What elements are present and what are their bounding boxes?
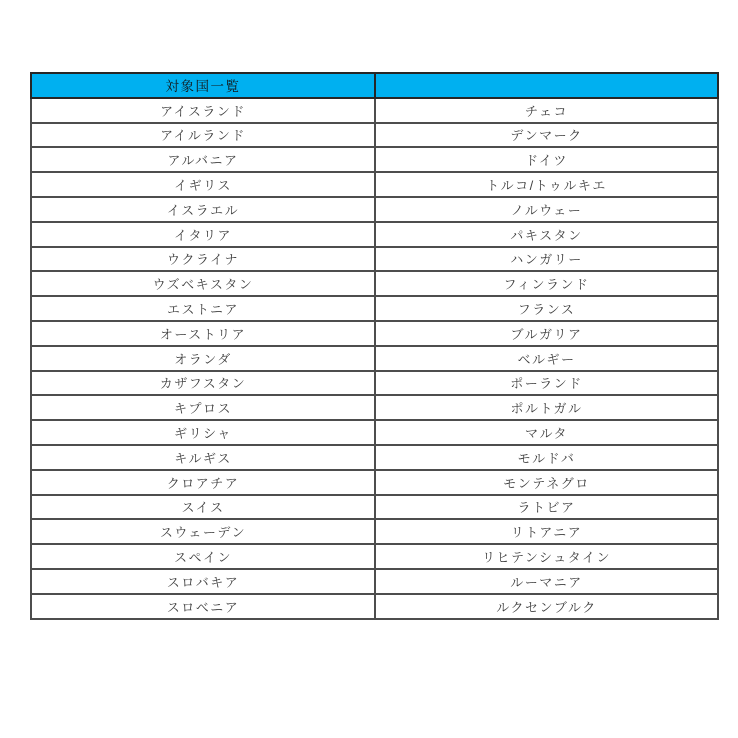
country-cell-right: ベルギー: [375, 346, 718, 371]
table-row: [31, 594, 718, 619]
country-cell-right: ブルガリア: [375, 321, 718, 346]
country-cell-right: ポルトガル: [375, 395, 718, 420]
country-cell-right: フランス: [375, 296, 718, 321]
country-cell-left: スウェーデン: [31, 519, 375, 544]
country-table: [30, 72, 719, 620]
country-cell-left: キプロス: [31, 395, 375, 420]
country-cell-right: チェコ: [375, 98, 718, 123]
table-row: [31, 470, 718, 495]
table-row: [31, 98, 718, 123]
country-cell-left: キルギス: [31, 445, 375, 470]
country-cell-left: イギリス: [31, 172, 375, 197]
table-row: [31, 519, 718, 544]
table-row: [31, 271, 718, 296]
country-cell-right: リトアニア: [375, 519, 718, 544]
table-row: [31, 172, 718, 197]
country-cell-right: ハンガリー: [375, 247, 718, 272]
country-cell-left: スロベニア: [31, 594, 375, 619]
country-cell-right: デンマーク: [375, 123, 718, 148]
table-row: [31, 197, 718, 222]
table-row: [31, 296, 718, 321]
table-row: [31, 222, 718, 247]
country-cell-left: オランダ: [31, 346, 375, 371]
table-row: [31, 445, 718, 470]
country-cell-right: ドイツ: [375, 147, 718, 172]
country-cell-left: オーストリア: [31, 321, 375, 346]
country-cell-left: ギリシャ: [31, 420, 375, 445]
country-cell-left: エストニア: [31, 296, 375, 321]
country-cell-right: トルコ/トゥルキエ: [375, 172, 718, 197]
country-cell-right: モンテネグロ: [375, 470, 718, 495]
country-cell-right: フィンランド: [375, 271, 718, 296]
table-row: [31, 371, 718, 396]
country-cell-left: スペイン: [31, 544, 375, 569]
country-cell-left: アルバニア: [31, 147, 375, 172]
country-cell-left: スロバキア: [31, 569, 375, 594]
country-cell-left: アイスランド: [31, 98, 375, 123]
table-row: [31, 495, 718, 520]
table-row: [31, 147, 718, 172]
table-row: [31, 569, 718, 594]
country-cell-right: ノルウェー: [375, 197, 718, 222]
country-cell-left: ウクライナ: [31, 247, 375, 272]
table-row: [31, 346, 718, 371]
country-cell-right: モルドバ: [375, 445, 718, 470]
table-header-empty: [375, 73, 718, 98]
country-cell-right: パキスタン: [375, 222, 718, 247]
country-cell-right: マルタ: [375, 420, 718, 445]
table-row: [31, 247, 718, 272]
table-row: [31, 123, 718, 148]
country-cell-left: アイルランド: [31, 123, 375, 148]
table-row: [31, 321, 718, 346]
country-cell-right: ルーマニア: [375, 569, 718, 594]
country-cell-left: イスラエル: [31, 197, 375, 222]
country-cell-left: ウズベキスタン: [31, 271, 375, 296]
country-cell-right: ラトビア: [375, 495, 718, 520]
country-cell-right: リヒテンシュタイン: [375, 544, 718, 569]
table-row: [31, 420, 718, 445]
country-cell-right: ポーランド: [375, 371, 718, 396]
country-cell-left: イタリア: [31, 222, 375, 247]
table-header-title: 対象国一覧: [31, 73, 375, 98]
table-row: [31, 395, 718, 420]
country-cell-left: カザフスタン: [31, 371, 375, 396]
country-cell-left: クロアチア: [31, 470, 375, 495]
country-cell-left: スイス: [31, 495, 375, 520]
country-cell-right: ルクセンブルク: [375, 594, 718, 619]
table-row: [31, 544, 718, 569]
table-header-row: [31, 73, 718, 98]
